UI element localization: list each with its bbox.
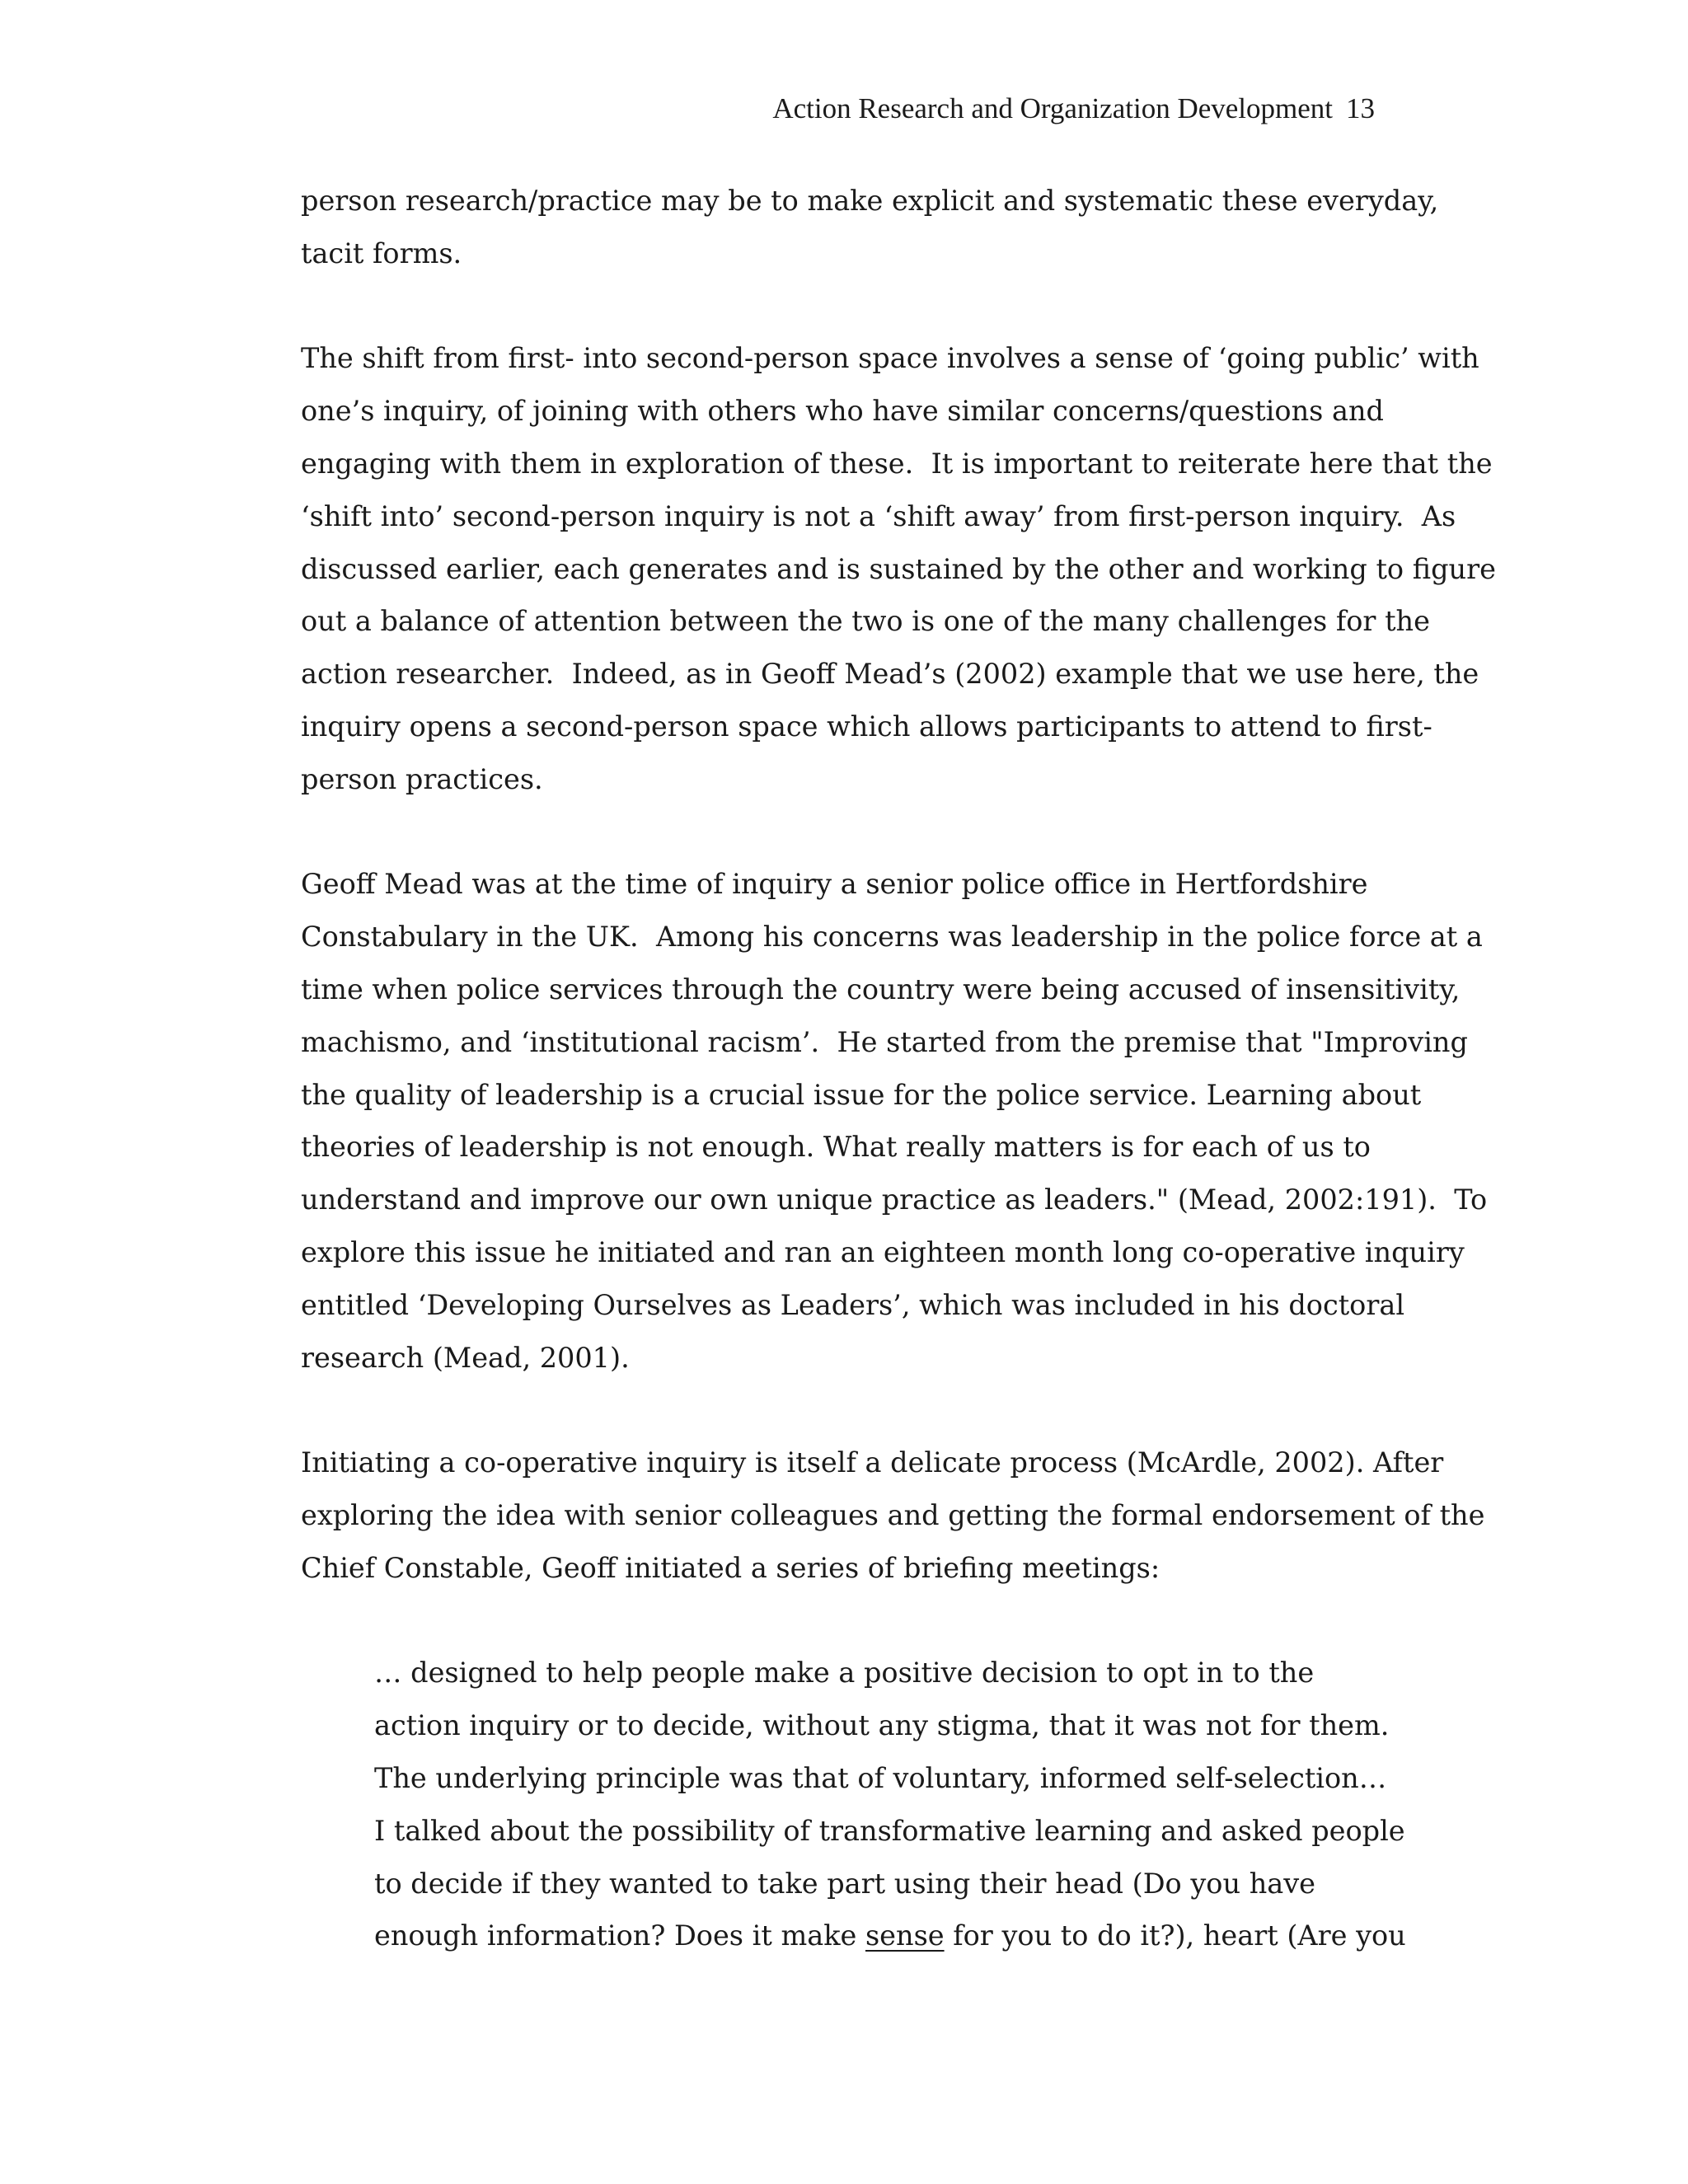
paragraph-gap [301,1384,1455,1436]
text-line: discussed earlier, each generates and is sustained by the other and working to figure [301,552,1496,585]
paragraph-2 [301,332,1496,805]
text-line: The shift from first- into second-person space involves a sense of ‘going public’ with [301,342,1479,375]
block-quote [301,1647,1455,1962]
text-line: action researcher. Indeed, as in Geoff Mead’s (2002) example that we use here, the [301,658,1479,691]
text-line: inquiry opens a second-person space which allows participants to attend to first- [301,710,1432,743]
text-line: Geoff Mead was at the time of inquiry a senior police office in Hertfordshire [301,868,1368,901]
paragraph-gap [301,280,1455,333]
text-line: person research/practice may be to make explicit and systematic these everyday, [301,185,1439,217]
quote-text-after: for you to do it?), heart (Are you [944,1919,1406,1952]
text-line: ‘shift into’ second-person inquiry is not a ‘shift away’ from first-person inquiry. As [301,499,1456,532]
text-line: exploring the idea with senior colleagues and getting the formal endorsement of the [301,1498,1485,1531]
text-line: tacit forms. [301,237,462,269]
text-line: understand and improve our own unique practice as leaders." (Mead, 2002:191). To [301,1183,1488,1216]
quote-line: … designed to help people make a positive decision to opt in to the [374,1657,1315,1690]
text-line: out a balance of attention between the two is one of the many challenges for the [301,605,1430,638]
text-line: entitled ‘Developing Ourselves as Leaders’, which was included in his doctoral [301,1288,1405,1321]
text-line: Constabulary in the UK. Among his concerns was leadership in the police force at a [301,921,1483,954]
running-title: Action Research and Organization Development [772,92,1333,124]
quote-line: to decide if they wanted to take part using their head (Do you have [374,1867,1315,1900]
quote-line: action inquiry or to decide, without any stigma, that it was not for them. [374,1709,1390,1742]
quote-line-last [301,1910,1455,1962]
text-line: explore this issue he initiated and ran an eighteen month long co-operative inquiry [301,1235,1465,1268]
underlined-word: sense [865,1919,945,1952]
quote-line: I talked about the possibility of transformative learning and asked people [374,1814,1405,1847]
text-line: Chief Constable, Geoff initiated a series of briefing meetings: [301,1551,1160,1584]
page-number: 13 [1346,92,1375,124]
text-line: research (Mead, 2001). [301,1341,630,1374]
text-line: Initiating a co-operative inquiry is itself a delicate process (McArdle, 2002). After [301,1446,1444,1479]
text-line: theories of leadership is not enough. What really matters is for each of us to [301,1131,1371,1164]
paragraph-1 [301,175,1455,280]
text-line: one’s inquiry, of joining with others who have similar concerns/questions and [301,395,1384,428]
text-line: person practices. [301,762,543,795]
body-text [301,175,1496,1962]
quote-text-before: enough information? Does it make [374,1919,865,1952]
paragraph-gap [301,1595,1455,1647]
text-line: machismo, and ‘institutional racism’. He started from the premise that "Improving [301,1025,1468,1058]
paragraph-gap [301,806,1455,859]
text-line: time when police services through the country were being accused of insensitivity, [301,972,1461,1005]
paragraph-4 [301,1436,1485,1594]
text-line: the quality of leadership is a crucial issue for the police service. Learning about [301,1078,1422,1111]
paragraph-3 [301,858,1488,1384]
quote-line: The underlying principle was that of voluntary, informed self-selection… [374,1761,1387,1794]
running-header [772,89,1375,129]
text-line: engaging with them in exploration of these. It is important to reiterate here that the [301,447,1493,480]
